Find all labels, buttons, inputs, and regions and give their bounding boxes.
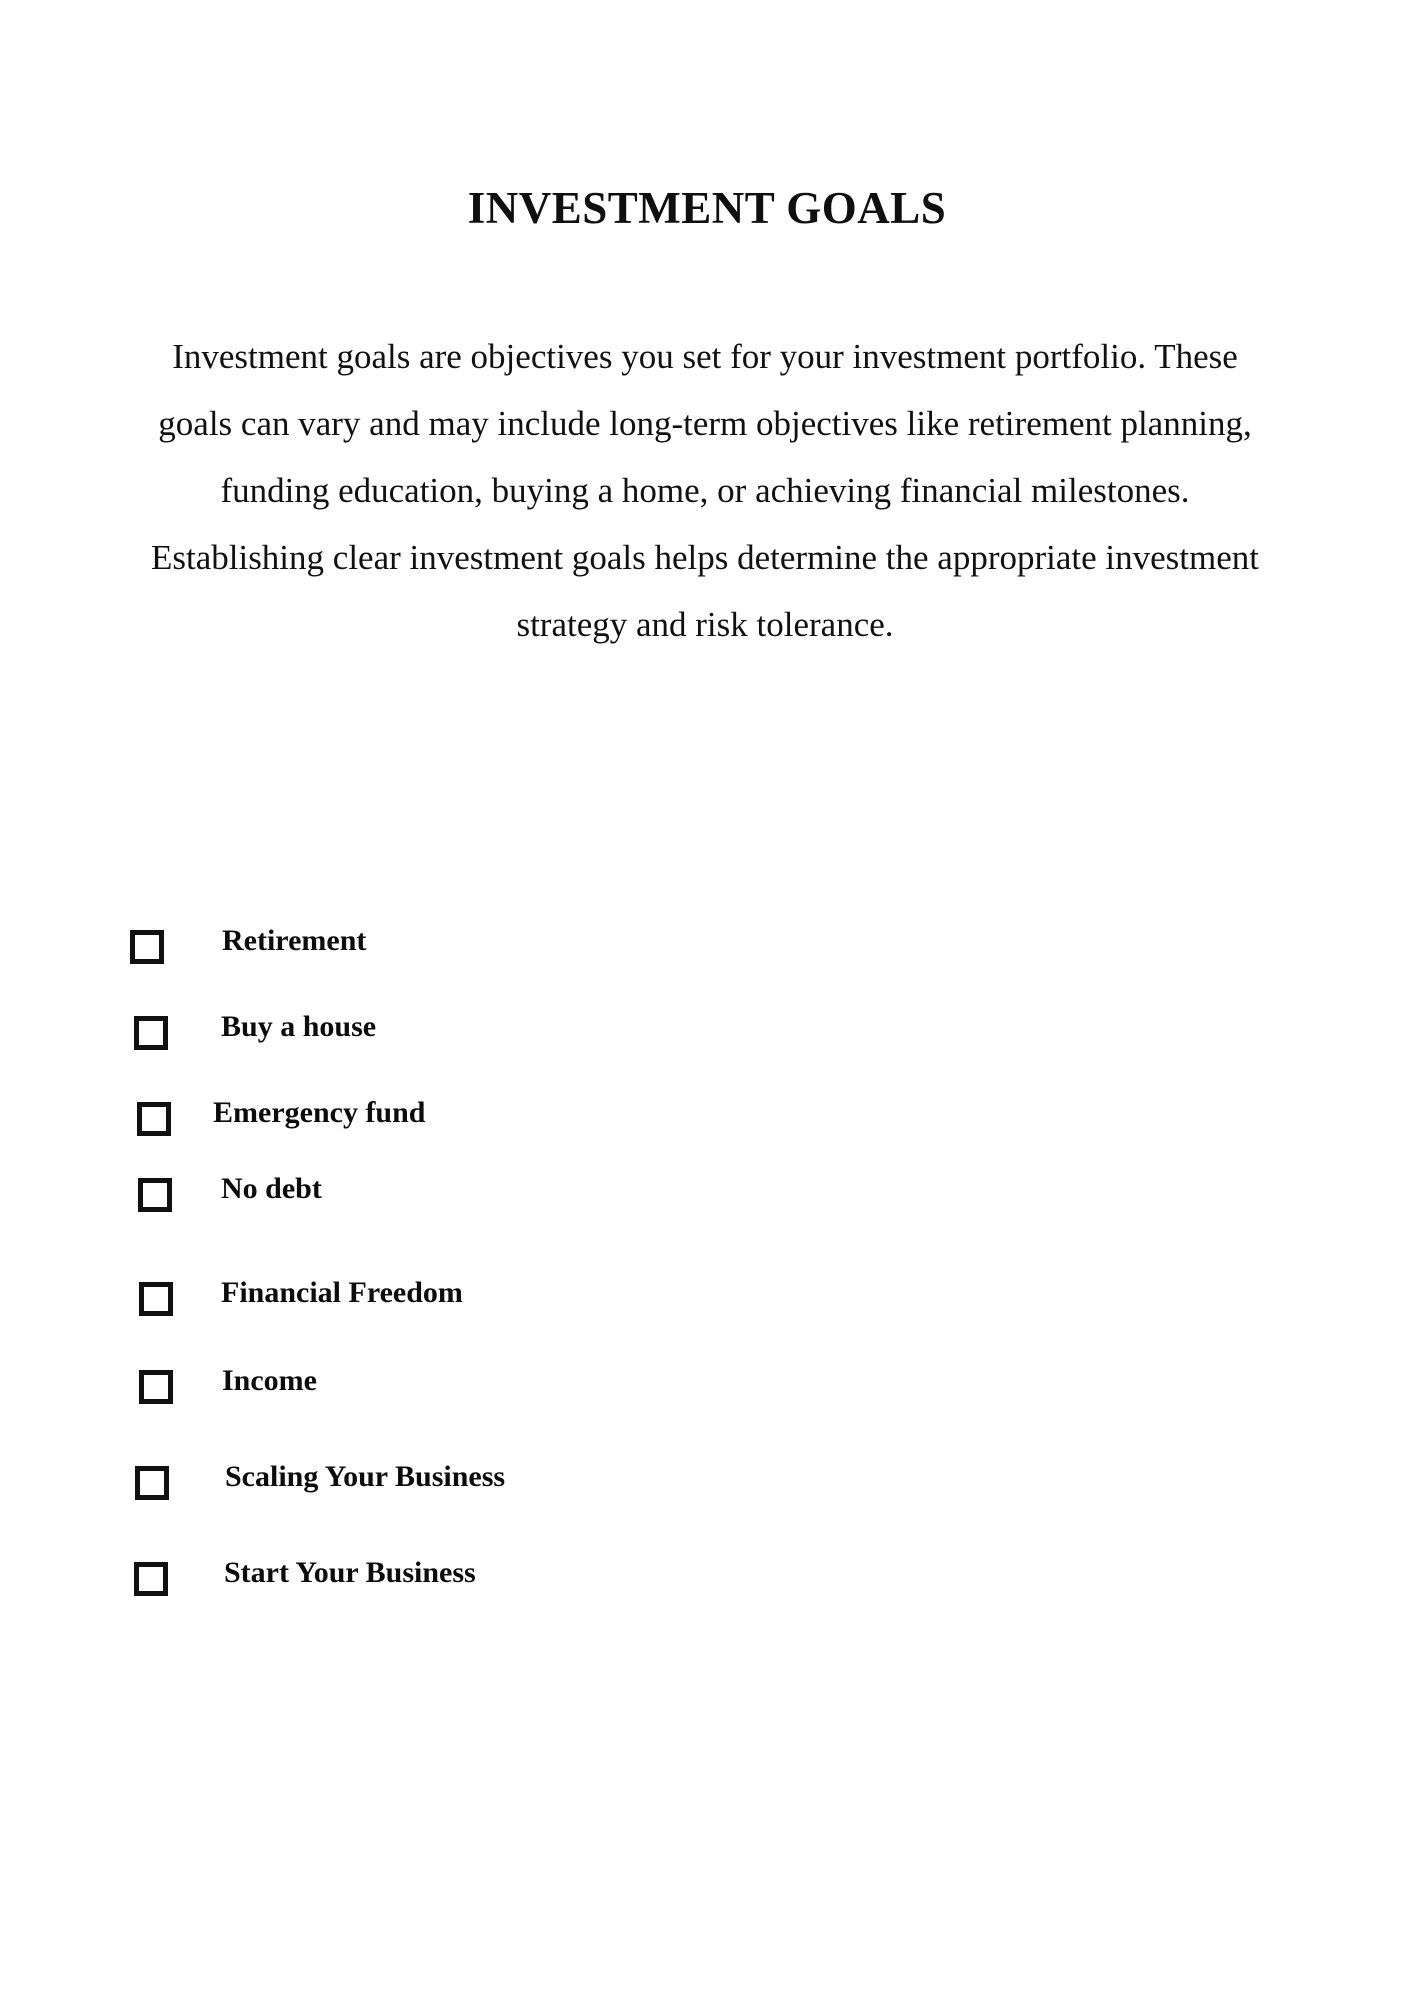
checklist-item-label: Income [222,1364,317,1397]
checklist-item-label: Retirement [222,924,367,957]
intro-paragraph: Investment goals are objectives you set for your investment portfolio. These goals can vary and may include long-term objectives like retirement planning, funding education, buying a home, or achieving financial milestones. Establishing clear investment goals helps determine the appropriate investment strategy and risk tolerance. [150,337,1260,644]
checkbox-icon[interactable] [134,1016,168,1050]
checkbox-icon[interactable] [138,1178,172,1212]
checklist-item-label: Scaling Your Business [225,1460,506,1493]
checklist-item-label: Buy a house [221,1010,377,1043]
checkbox-icon[interactable] [139,1282,173,1316]
page-title: INVESTMENT GOALS [467,183,947,234]
checkbox-icon[interactable] [130,930,164,964]
checkbox-icon[interactable] [134,1562,168,1596]
checkbox-icon[interactable] [139,1370,173,1404]
checklist-item-label: Emergency fund [213,1096,426,1129]
checklist-item-label: Financial Freedom [221,1276,463,1309]
checklist-item-label: Start Your Business [224,1556,476,1589]
checkbox-icon[interactable] [135,1466,169,1500]
checkbox-icon[interactable] [137,1102,171,1136]
checklist-item-label: No debt [221,1172,322,1205]
